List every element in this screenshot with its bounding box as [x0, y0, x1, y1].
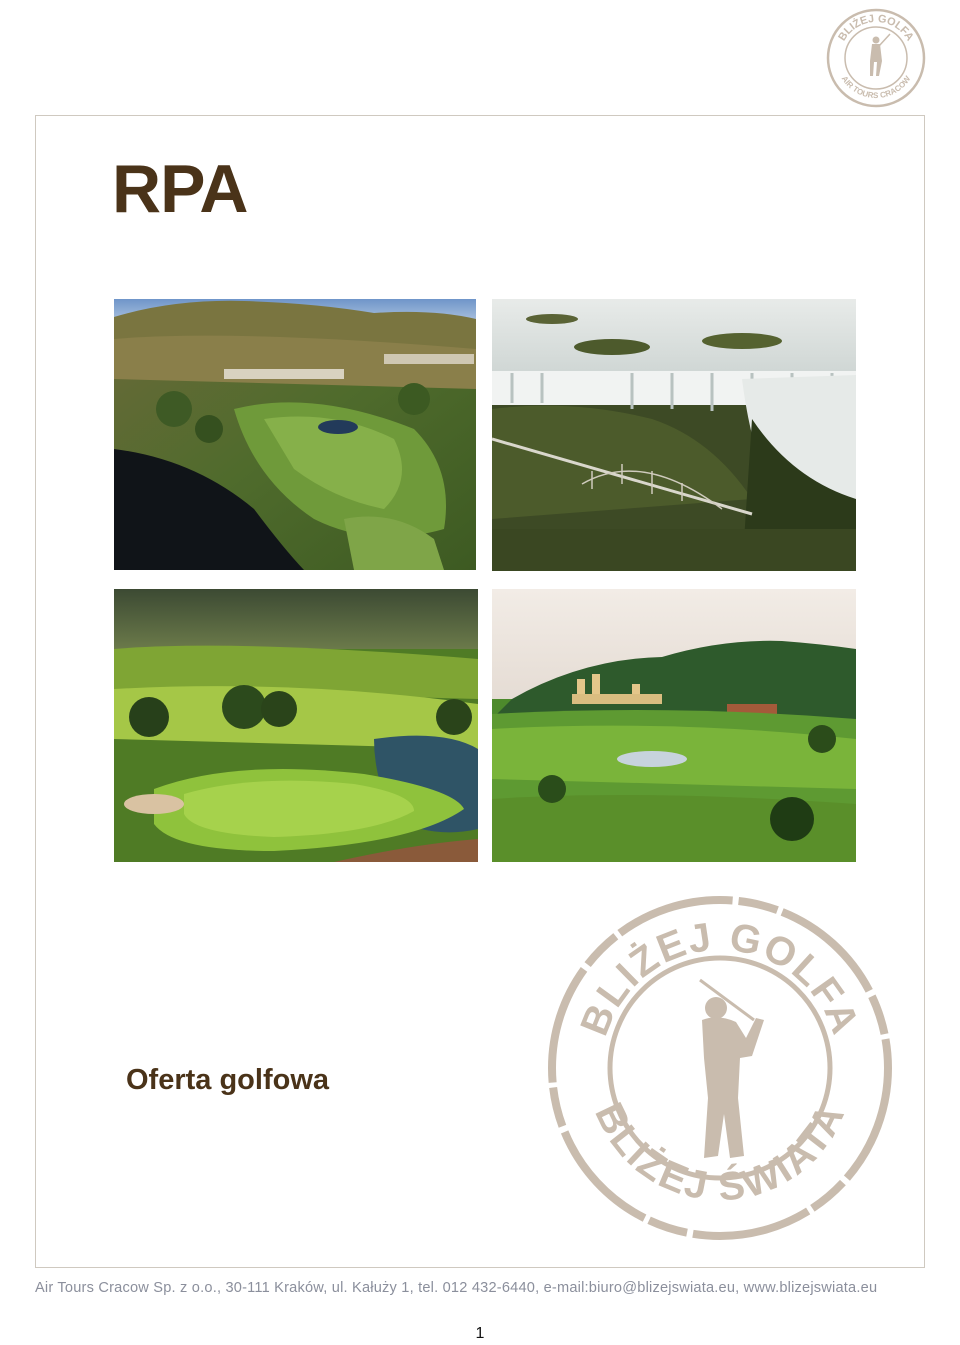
stamp-bottom-text: BLIŻEJ ŚWIATA: [586, 1096, 854, 1210]
svg-text:AIR TOURS CRACOW: [840, 74, 913, 100]
stamp-top-text: BLIŻEJ GOLFA: [572, 914, 868, 1042]
small-stamp-bottom-text: AIR TOURS CRACOW: [839, 74, 913, 101]
page-subtitle: Oferta golfowa: [126, 1064, 330, 1096]
aerial-golf-resort-photo: [114, 299, 476, 570]
page-title: RPA: [112, 151, 248, 227]
brand-stamp: [540, 888, 900, 1248]
header-logo-stamp: [824, 6, 928, 110]
golf-green-lake-photo: [114, 589, 478, 862]
golfer-icon: [700, 980, 764, 1158]
page-number: 1: [475, 1325, 485, 1342]
golfer-logo-icon: [824, 6, 928, 110]
small-stamp-top-text: BLIŻEJ GOLFA: [836, 12, 916, 44]
waterfall-bridge-photo: [492, 299, 856, 571]
golf-course-palace-photo: [492, 589, 856, 862]
footer-contact: Air Tours Cracow Sp. z o.o., 30-111 Kraków, ul. Kałuży 1, tel. 012 432-6440, e-mail:biuro@blizejswiata.eu, www.blizejswiata.eu: [35, 1280, 878, 1296]
